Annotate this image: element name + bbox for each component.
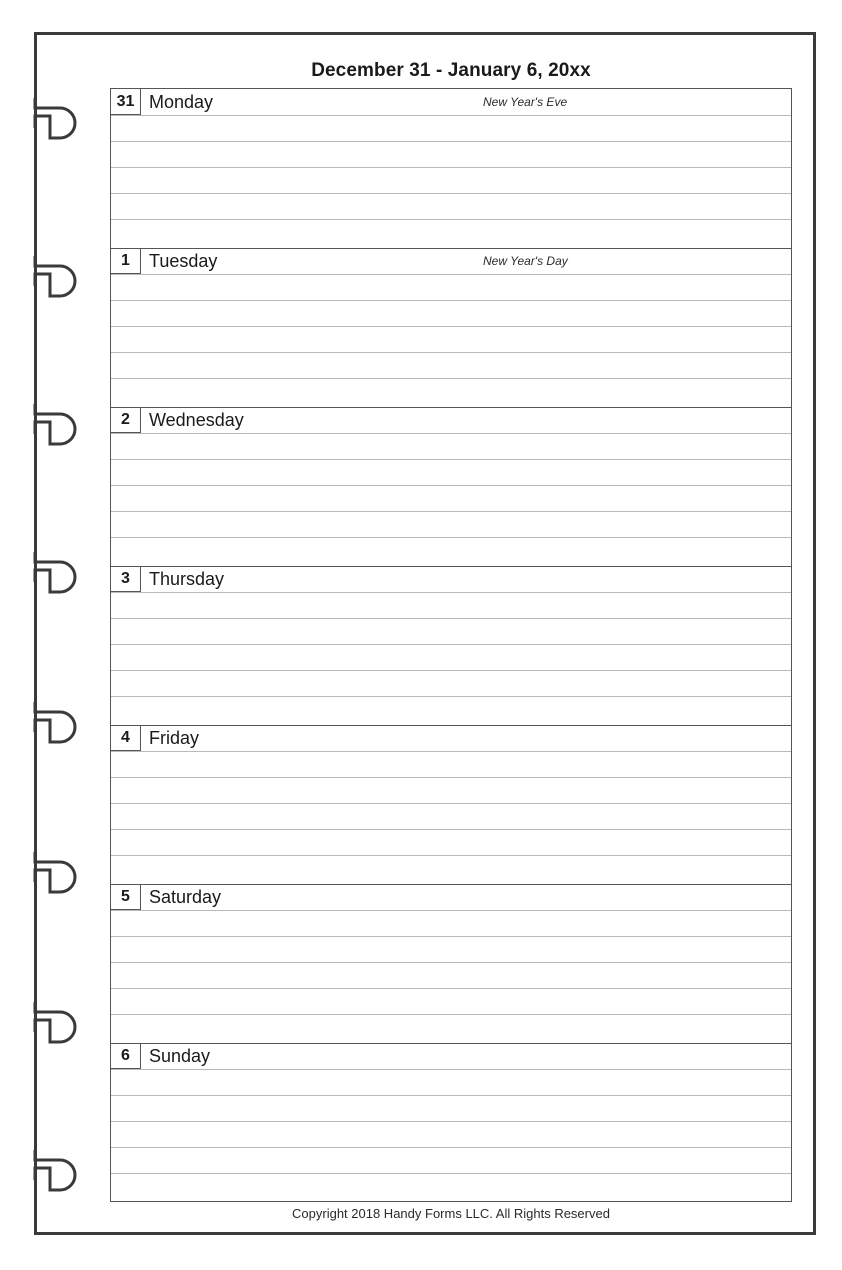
day-header	[111, 1043, 791, 1069]
writing-line	[111, 829, 791, 830]
day-number: 6	[111, 1043, 141, 1069]
writing-line	[111, 1147, 791, 1148]
day-number: 3	[111, 566, 141, 592]
writing-line	[111, 670, 791, 671]
day-block-friday	[111, 725, 791, 884]
day-header	[111, 725, 791, 751]
day-block-sunday	[111, 1043, 791, 1202]
writing-line	[111, 485, 791, 486]
day-block-thursday	[111, 566, 791, 725]
writing-line	[111, 537, 791, 538]
week-title: December 31 - January 6, 20xx	[311, 60, 591, 81]
day-name: Friday	[149, 728, 200, 748]
day-number: 31	[111, 89, 141, 115]
writing-line	[111, 936, 791, 937]
copyright-footer: Copyright 2018 Handy Forms LLC. All Rights Reserved	[292, 1206, 610, 1221]
day-number: 1	[111, 248, 141, 274]
writing-line	[111, 696, 791, 697]
writing-line	[111, 326, 791, 327]
day-header	[111, 566, 791, 592]
writing-line	[111, 962, 791, 963]
writing-line	[111, 592, 791, 593]
writing-line	[111, 352, 791, 353]
writing-line	[111, 1014, 791, 1015]
writing-line	[111, 1121, 791, 1122]
holiday-note: New Year's Eve	[483, 95, 568, 109]
writing-line	[111, 433, 791, 434]
week-planner	[110, 88, 792, 1202]
writing-line	[111, 300, 791, 301]
writing-line	[111, 910, 791, 911]
day-name: Monday	[149, 92, 214, 112]
writing-line	[111, 167, 791, 168]
day-number: 2	[111, 407, 141, 433]
writing-line	[111, 751, 791, 752]
day-block-monday	[111, 89, 791, 248]
writing-line	[111, 459, 791, 460]
writing-line	[111, 1069, 791, 1070]
writing-line	[111, 777, 791, 778]
writing-line	[111, 511, 791, 512]
day-name: Saturday	[149, 887, 222, 907]
day-header	[111, 248, 791, 274]
writing-line	[111, 274, 791, 275]
writing-line	[111, 988, 791, 989]
writing-line	[111, 644, 791, 645]
day-name: Wednesday	[149, 410, 244, 430]
holiday-note: New Year's Day	[483, 254, 568, 268]
writing-line	[111, 855, 791, 856]
writing-line	[111, 378, 791, 379]
day-name: Thursday	[149, 569, 225, 589]
day-name: Tuesday	[149, 251, 218, 271]
day-header	[111, 884, 791, 910]
day-number: 4	[111, 725, 141, 751]
day-number: 5	[111, 884, 141, 910]
writing-line	[111, 141, 791, 142]
day-header	[111, 89, 791, 115]
writing-line	[111, 1173, 791, 1174]
day-block-tuesday	[111, 248, 791, 407]
day-header	[111, 407, 791, 433]
day-block-wednesday	[111, 407, 791, 566]
day-name: Sunday	[149, 1046, 211, 1066]
writing-line	[111, 219, 791, 220]
writing-line	[111, 115, 791, 116]
writing-line	[111, 618, 791, 619]
writing-line	[111, 1095, 791, 1096]
day-block-saturday	[111, 884, 791, 1043]
writing-line	[111, 803, 791, 804]
writing-line	[111, 193, 791, 194]
